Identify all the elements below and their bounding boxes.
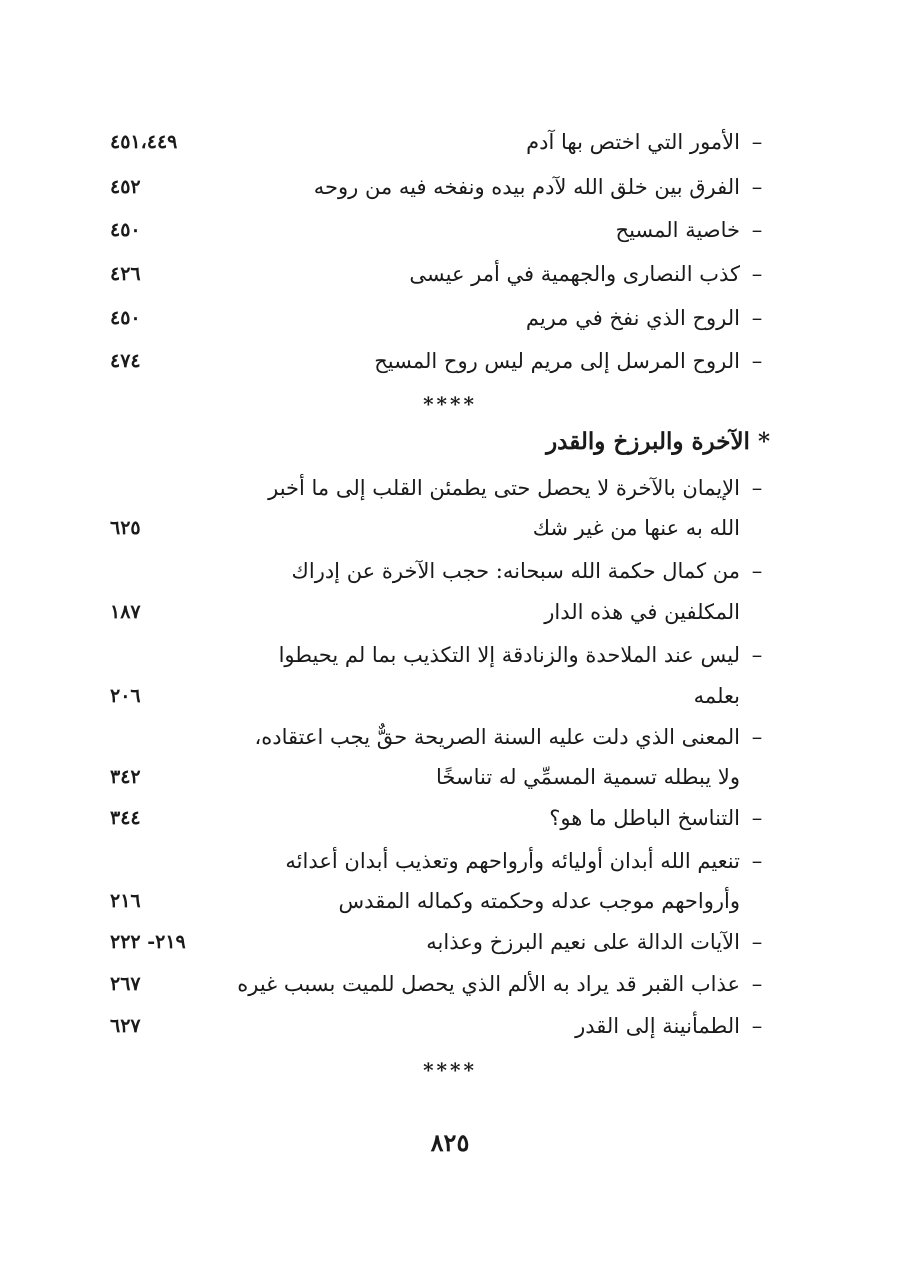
entry-text: الروح الذي نفخ في مريم: [525, 306, 740, 330]
index-entry-continuation: [110, 676, 770, 716]
entry-text: الفرق بين خلق الله لآدم بيده ونفخه فيه من روحه: [313, 175, 740, 199]
index-entry: [110, 922, 770, 962]
entry-pages: ٢١٩- ٢٢٢: [110, 931, 186, 953]
entry-text-line2: الله به عنها من غير شك: [532, 516, 740, 540]
index-entry-continuation: [110, 757, 770, 797]
entry-dash: –: [751, 559, 763, 583]
entry-pages: ٤٢٦: [110, 263, 141, 285]
entry-text: خاصية المسيح: [615, 218, 740, 242]
entry-pages: ٤٥١،٤٤٩: [110, 131, 178, 153]
entry-pages: ٤٥٢: [110, 176, 141, 198]
entry-dash: –: [751, 643, 763, 667]
index-entry: [110, 210, 770, 250]
entry-dash: –: [751, 930, 763, 954]
entry-text: الأمور التي اختص بها آدم: [526, 130, 740, 154]
entry-text-line1: عذاب القبر قد يراد به الألم الذي يحصل للميت بسبب غيره: [237, 972, 740, 996]
entry-pages: ٤٧٤: [110, 350, 141, 372]
entry-dash: –: [751, 806, 763, 830]
entry-pages: ٢١٦: [110, 890, 141, 912]
index-entry: [110, 717, 770, 757]
entry-dash: –: [751, 725, 763, 749]
entry-text-line1: تنعيم الله أبدان أوليائه وأرواحهم وتعذيب أبدان أعدائه: [285, 849, 740, 873]
entry-dash: –: [751, 130, 763, 154]
index-entry-continuation: [110, 881, 770, 921]
entry-dash: –: [751, 262, 763, 286]
page-number: ٨٢٥: [430, 1128, 470, 1157]
entry-dash: –: [751, 476, 763, 500]
entry-text-line1: من كمال حكمة الله سبحانه: حجب الآخرة عن إدراك: [291, 559, 740, 583]
entry-text: الروح المرسل إلى مريم ليس روح المسيح: [374, 349, 740, 373]
index-entry: [110, 298, 770, 338]
entry-pages: ٤٥٠: [110, 219, 141, 241]
index-entry-continuation: [110, 508, 770, 548]
entry-dash: –: [751, 1014, 763, 1038]
index-entry: [110, 841, 770, 881]
entry-pages: ٣٤٤: [110, 807, 141, 829]
entry-dash: –: [751, 849, 763, 873]
index-entry: [110, 167, 770, 207]
index-entry: [110, 254, 770, 294]
entry-text-line2: بعلمه: [693, 684, 740, 708]
section-separator: ****: [423, 392, 477, 416]
entry-text-line2: وأرواحهم موجب عدله وحكمته وكماله المقدس: [338, 889, 740, 913]
entry-pages: ٢٦٧: [110, 973, 141, 995]
entry-pages: ٦٢٥: [110, 517, 141, 539]
entry-text-line2: ولا يبطله تسمية المسمِّي له تناسخًا: [436, 765, 740, 789]
entry-text-line1: الطمأنينة إلى القدر: [575, 1014, 740, 1038]
entry-dash: –: [751, 972, 763, 996]
index-entry: [110, 468, 770, 508]
section-separator: ****: [423, 1058, 477, 1082]
entry-dash: –: [751, 349, 763, 373]
section-heading: * الآخرة والبرزخ والقدر: [546, 428, 770, 455]
index-entry: [110, 1006, 770, 1046]
entry-pages: ١٨٧: [110, 601, 141, 623]
index-entry: [110, 341, 770, 381]
index-entry: [110, 551, 770, 591]
entry-dash: –: [751, 218, 763, 242]
entry-pages: ٢٠٦: [110, 685, 141, 707]
index-entry-continuation: [110, 592, 770, 632]
index-entry: [110, 798, 770, 838]
entry-dash: –: [751, 175, 763, 199]
entry-pages: ٣٤٢: [110, 766, 141, 788]
entry-text-line2: المكلفين في هذه الدار: [544, 600, 740, 624]
entry-text-line1: ليس عند الملاحدة والزنادقة إلا التكذيب بما لم يحيطوا: [278, 643, 740, 667]
entry-text-line1: الآيات الدالة على نعيم البرزخ وعذابه: [426, 930, 740, 954]
index-entry: [110, 635, 770, 675]
entry-pages: ٦٢٧: [110, 1015, 141, 1037]
index-entry: [110, 964, 770, 1004]
entry-text: كذب النصارى والجهمية في أمر عيسى: [409, 262, 740, 286]
entry-text-line1: المعنى الذي دلت عليه السنة الصريحة حقٌّ يجب اعتقاده،: [254, 725, 740, 749]
index-entry: [110, 122, 770, 162]
entry-text-line1: الإيمان بالآخرة لا يحصل حتى يطمئن القلب إلى ما أخبر: [268, 476, 740, 500]
entry-pages: ٤٥٠: [110, 307, 141, 329]
entry-text-line1: التناسخ الباطل ما هو؟: [549, 806, 740, 830]
entry-dash: –: [751, 306, 763, 330]
